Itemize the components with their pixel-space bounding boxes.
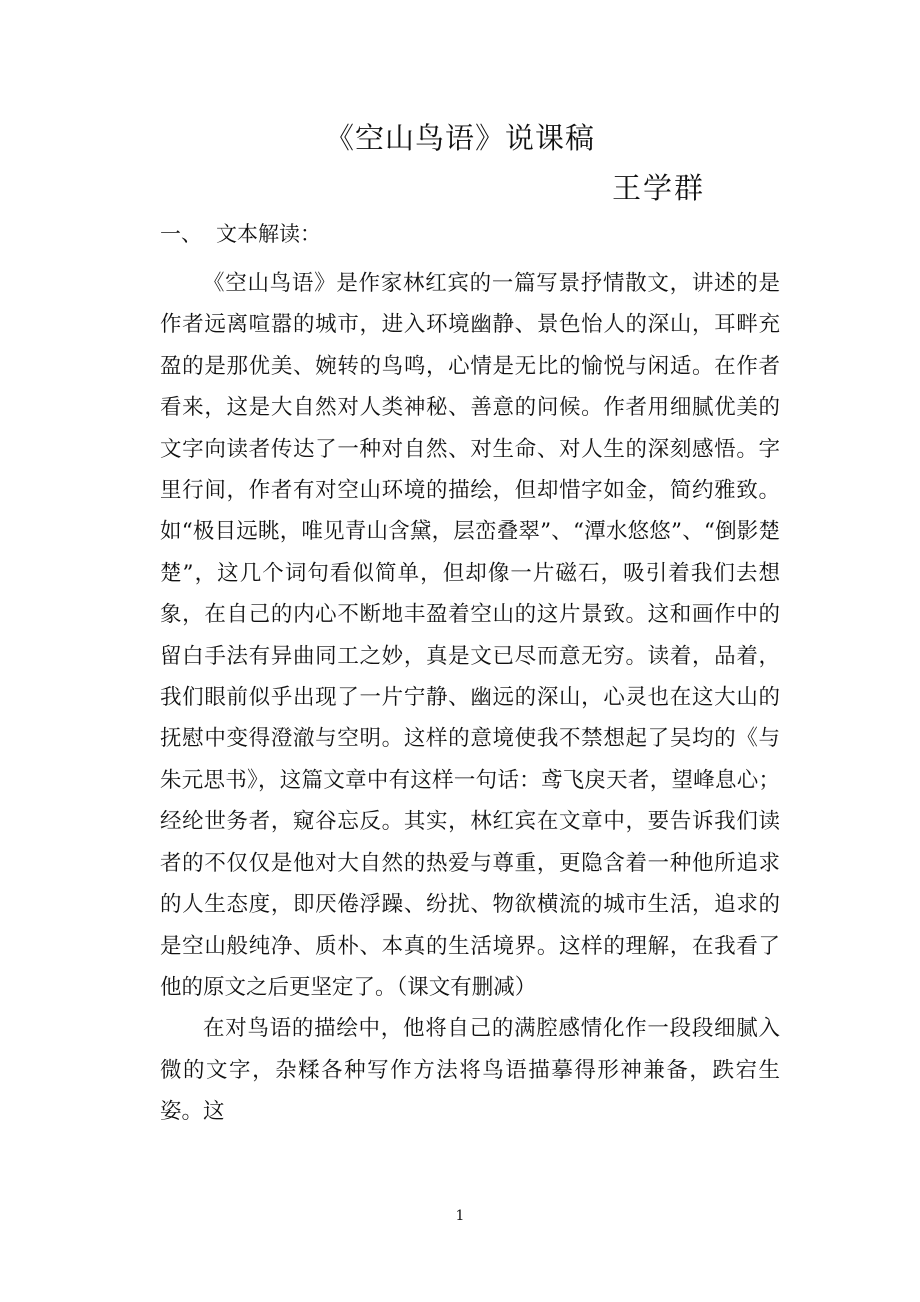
section-heading xyxy=(160,217,321,251)
paragraph-2: 在对鸟语的描绘中，他将自己的满腔感情化作一段段细腻入微的文字，杂糅各种写作方法将鸟语描摹得形神兼备，跌宕生姿。这 xyxy=(160,1016,780,1125)
section-number: 一、 xyxy=(160,222,202,246)
page-number: 1 xyxy=(455,1208,465,1224)
paragraph-1: 《空山鸟语》是作家林红宾的一篇写景抒情散文，讲述的是作者远离喧嚣的城市，进入环境幽静、景色怡人的深山，耳畔充盈的是那优美、婉转的鸟鸣，心情是无比的愉悦与闲适。在作者看来，这是大自然对人类神秘、善意的问候。作者用细腻优美的文字向读者传达了一种对自然、对生命、对人生的深刻感悟。字里行间，作者有对空山环境的描绘，但却惜字如金，简约雅致。如“极目远眺，唯见青山含黛，层峦叠翠”、“潭水悠悠”、“倒影楚楚”，这几个词句看似简单，但却像一片磁石，吸引着我们去想象，在自己的内心不断地丰盈着空山的这片景致。这和画作中的留白手法有异曲同工之妙，真是文已尽而意无穷。读着，品着，我们眼前似乎出现了一片宁静、幽远的深山，心灵也在这大山的抚慰中变得澄澈与空明。这样的意境使我不禁想起了吴均的《与朱元思书》，这篇文章中有这样一句话：鸢飞戾天者，望峰息心；经纶世务者，窥谷忘反。其实，林红宾在文章中，要告诉我们读者的不仅仅是他对大自然的热爱与尊重，更隐含着一种他所追求的人生态度，即厌倦浮躁、纷扰、物欲横流的城市生活，追求的是空山般纯净、质朴、本真的生活境界。这样的理解，在我看了他的原文之后更坚定了。（课文有删减） xyxy=(160,271,780,1000)
body-text xyxy=(160,263,780,1133)
author-name: 王学群 xyxy=(612,171,706,205)
document-title: 《空山鸟语》说课稿 xyxy=(324,121,595,155)
section-title: 文本解读： xyxy=(216,222,321,246)
